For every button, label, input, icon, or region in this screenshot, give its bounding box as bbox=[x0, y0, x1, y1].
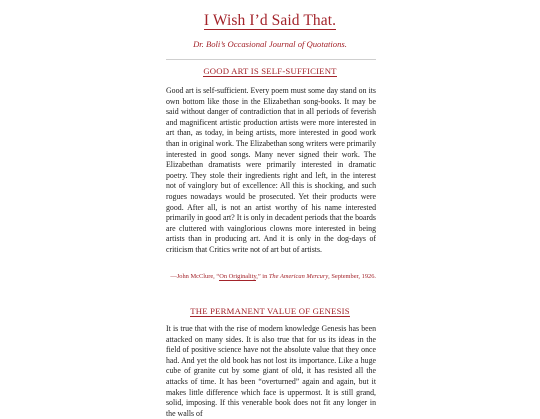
site-title-link[interactable]: I Wish I’d Said That. bbox=[203, 12, 337, 29]
article-title-link[interactable]: THE PERMANENT VALUE OF GENESIS bbox=[190, 306, 350, 316]
article-body: It is true that with the rise of modern knowledge Genesis has been attacked on many sides. It is also true that for us its ideas in the field of positive science have not the absolute value that they once had. And yet the old book has not lost its importance. Like a huge cube of granite cut by some giant of old, it has resisted all the attacks of time. It has been “overturned” again and again, but it makes little difference which face is uppermost. It is still grand, solid, imposing. If this venerable book does not fit any longer in the walls of bbox=[166, 324, 376, 418]
source-link[interactable]: On Originality bbox=[219, 273, 257, 280]
article-title[interactable] bbox=[0, 66, 540, 76]
header-divider bbox=[166, 59, 376, 60]
magazine-name: The American Mercury bbox=[268, 273, 329, 280]
attribution-middle: ,” in bbox=[256, 273, 269, 280]
article-title-link[interactable]: GOOD ART IS SELF-SUFFICIENT bbox=[203, 66, 337, 76]
attribution-prefix: —John McClure, “ bbox=[170, 273, 220, 280]
article-title[interactable] bbox=[0, 306, 540, 316]
article-attribution bbox=[166, 272, 376, 281]
article-body: Good art is self-sufficient. Every poem must some day stand on its own bottom like those in the Elizabethan song-books. It may be said without danger of contradiction that in all periods of feverish and magnificent artistic production artists were more interested in art than, as today, in being artists, more interested in good work than in original work. The Elizabethan song writers were primarily interested in good songs. Many never signed their work. The Elizabethan dramatists were primarily interested in dramatic poetry. They stole their ingredients right and left, in the interest not of vainglory but of excellence: All this is shocking, and such rogues nowadays would be prosecuted. Yet their products were good. After all, is not an artist worthy of his name interested primarily in good art? It is only in decadent periods that the boards are cluttered with vainglorious clowns more interested in being artists than in producing art. And it is only in the dog-days of criticism that Critics write not of art but of artists. bbox=[166, 86, 376, 254]
attribution-suffix: , September, 1926. bbox=[328, 273, 376, 280]
site-subtitle: Dr. Boli’s Occasional Journal of Quotations. bbox=[193, 39, 347, 49]
site-title[interactable] bbox=[0, 12, 540, 30]
